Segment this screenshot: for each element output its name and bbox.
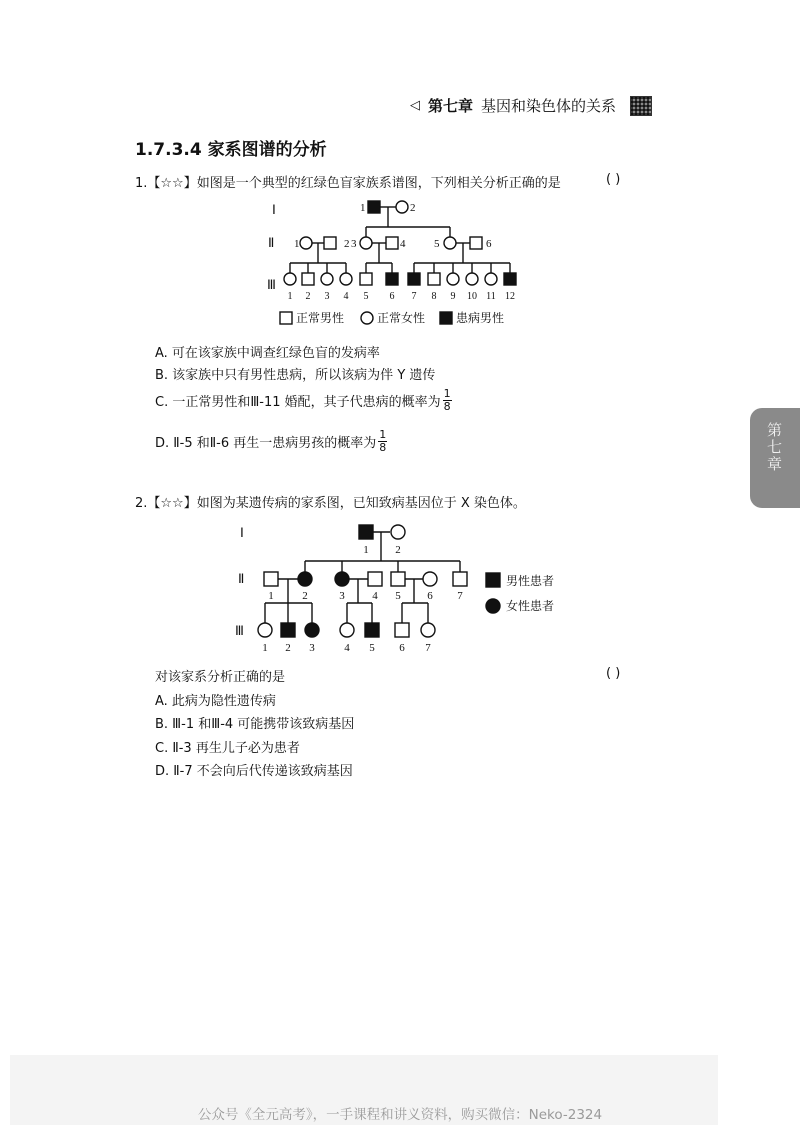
q2-affected-female-II2 <box>298 572 312 586</box>
q1-num: 4 <box>400 238 406 250</box>
q2-num: 6 <box>399 642 405 654</box>
q2-affected-female-III3 <box>305 623 319 637</box>
q2-num: 4 <box>372 590 378 602</box>
q1-affected-male-III12 <box>504 273 516 285</box>
q1-num: 11 <box>486 291 496 302</box>
q1-stem: 1.【☆☆】如图是一个典型的红绿色盲家族系谱图，下列相关分析正确的是 <box>135 176 561 191</box>
q1-normal-male-III8 <box>428 273 440 285</box>
q2-affected-female-II3 <box>335 572 349 586</box>
q1-affected-male-III6 <box>386 273 398 285</box>
q1-normal-female-III3 <box>321 273 333 285</box>
q2-gen-label: Ⅱ <box>238 571 245 586</box>
q2-num: 3 <box>309 642 315 654</box>
fraction-numerator: 1 <box>379 428 387 441</box>
option-text: D. Ⅱ-7 不会向后代传递该致病基因 <box>155 764 353 779</box>
q1-normal-female-III10 <box>466 273 478 285</box>
q1-num: 3 <box>324 291 330 302</box>
q2-option-d <box>155 760 353 779</box>
q1-normal-male-II4 <box>386 237 398 249</box>
chapter-header <box>410 95 652 116</box>
q1-normal-male-III5 <box>360 273 372 285</box>
q1-option-d <box>155 429 387 454</box>
q2-gen-label: Ⅰ <box>240 525 244 540</box>
q1-pedigree-diagram <box>250 193 550 333</box>
q2-affected-male-III2 <box>281 623 295 637</box>
section-title: 1.7.3.4 家系图谱的分析 <box>135 140 327 160</box>
q2-num: 5 <box>369 642 375 654</box>
q1-legend-affected-male-icon <box>440 312 452 324</box>
q2-num: 2 <box>285 642 291 654</box>
q1-num: 7 <box>411 291 417 302</box>
q2-num: 7 <box>457 590 463 602</box>
q2-normal-female-III4 <box>340 623 354 637</box>
q1-normal-male-II2 <box>324 237 336 249</box>
q1-gen-label: Ⅱ <box>268 235 275 250</box>
q2-normal-male-II4 <box>368 572 382 586</box>
fraction-numerator: 1 <box>443 387 451 400</box>
q2-legend-label: 女性患者 <box>506 599 555 613</box>
option-text: B. 该家族中只有男性患病，所以该病为伴 Y 遗传 <box>155 368 436 383</box>
q1-num: 1 <box>360 202 366 214</box>
fraction <box>443 388 452 413</box>
q1-normal-female-II3 <box>360 237 372 249</box>
q2-pedigree-diagram <box>230 515 570 655</box>
fraction-denominator: 8 <box>379 441 387 454</box>
q2-normal-female-III1 <box>258 623 272 637</box>
option-text: C. Ⅱ-3 再生儿子必为患者 <box>155 741 300 756</box>
q1-option-a <box>155 342 380 361</box>
q2-legend-affected-female-icon <box>486 599 500 613</box>
option-text: C. 一正常男性和Ⅲ-11 婚配，其子代患病的概率为 <box>155 395 441 410</box>
q2-num: 1 <box>262 642 268 654</box>
q1-affected-male-I1 <box>368 201 380 213</box>
q1-option-b <box>155 364 435 383</box>
q2-normal-female-I2 <box>391 525 405 539</box>
q2-num: 5 <box>395 590 401 602</box>
q1-num: 3 <box>351 238 357 250</box>
q1-num: 6 <box>486 238 492 250</box>
q1-num: 5 <box>434 238 440 250</box>
q1-normal-female-III1 <box>284 273 296 285</box>
side-tab-label: 第七章 <box>765 422 783 473</box>
q2-question: 对该家系分析正确的是 <box>155 670 286 685</box>
q1-num: 2 <box>410 202 416 214</box>
q2-num: 1 <box>363 544 369 556</box>
q1-answer-blank: ( ) <box>606 172 621 187</box>
q2-num: 6 <box>427 590 433 602</box>
option-text: D. Ⅱ-5 和Ⅱ-6 再生一患病男孩的概率为 <box>155 436 377 451</box>
q1-legend-label: 正常女性 <box>377 311 426 325</box>
q1-normal-female-I2 <box>396 201 408 213</box>
q2-normal-male-III6 <box>395 623 409 637</box>
q1-gen-label: Ⅲ <box>267 277 276 292</box>
q2-num: 2 <box>395 544 401 556</box>
q1-normal-female-II5 <box>444 237 456 249</box>
q1-num: 12 <box>505 291 515 302</box>
q2-affected-male-III5 <box>365 623 379 637</box>
q2-gen-label: Ⅲ <box>235 623 244 638</box>
q1-num: 4 <box>343 291 349 302</box>
q2-legend-affected-male-icon <box>486 573 500 587</box>
option-text: A. 此病为隐性遗传病 <box>155 694 276 709</box>
q1-affected-male-III7 <box>408 273 420 285</box>
q2-answer-blank: ( ) <box>606 666 621 681</box>
q1-normal-male-II6 <box>470 237 482 249</box>
q1-legend-normal-male-icon <box>280 312 292 324</box>
q1-num: 2 <box>344 238 350 250</box>
q1-normal-male-III2 <box>302 273 314 285</box>
q2-num: 7 <box>425 642 431 654</box>
q1-normal-female-III9 <box>447 273 459 285</box>
qr-code-icon <box>630 96 652 116</box>
q1-num: 10 <box>467 291 477 302</box>
q1-gen-label: Ⅰ <box>272 202 276 217</box>
q2-option-b <box>155 713 354 732</box>
q1-num: 1 <box>287 291 293 302</box>
q2-option-a <box>155 690 276 709</box>
q2-option-c <box>155 737 300 756</box>
option-text: A. 可在该家族中调查红绿色盲的发病率 <box>155 346 380 361</box>
q1-legend-normal-female-icon <box>361 312 373 324</box>
q2-normal-female-III7 <box>421 623 435 637</box>
q1-num: 1 <box>294 238 300 250</box>
chapter-title: 基因和染色体的关系 <box>480 97 616 115</box>
q1-num: 2 <box>305 291 311 302</box>
q2-num: 1 <box>268 590 274 602</box>
q2-stem: 2.【☆☆】如图为某遗传病的家系图，已知致病基因位于 X 染色体。 <box>135 496 526 511</box>
chapter-number: 第七章 <box>427 97 473 115</box>
q1-normal-female-III4 <box>340 273 352 285</box>
q2-normal-male-II5 <box>391 572 405 586</box>
footer-watermark-text: 公众号《全元高考》，一手课程和讲义资料，购买微信：Neko-2324 <box>197 1107 603 1123</box>
q2-num: 3 <box>339 590 345 602</box>
q1-legend-label: 患病男性 <box>456 311 505 325</box>
chapter-side-tab <box>750 408 800 508</box>
q2-num: 2 <box>302 590 308 602</box>
q2-normal-male-II7 <box>453 572 467 586</box>
q2-normal-male-II1 <box>264 572 278 586</box>
q1-normal-female-III11 <box>485 273 497 285</box>
fraction-denominator: 8 <box>443 400 451 413</box>
q1-num: 9 <box>450 291 456 302</box>
option-text: B. Ⅲ-1 和Ⅲ-4 可能携带该致病基因 <box>155 717 355 732</box>
fraction <box>378 429 387 454</box>
q1-normal-female-II1 <box>300 237 312 249</box>
q2-legend-label: 男性患者 <box>506 574 555 588</box>
q1-num: 6 <box>389 291 395 302</box>
q2-normal-female-II6 <box>423 572 437 586</box>
chevron-left-icon: ◁ <box>409 98 420 113</box>
q1-option-c <box>155 388 452 413</box>
q2-affected-male-I1 <box>359 525 373 539</box>
q1-num: 5 <box>363 291 369 302</box>
q1-num: 8 <box>431 291 437 302</box>
q1-legend-label: 正常男性 <box>296 311 345 325</box>
q2-num: 4 <box>344 642 350 654</box>
